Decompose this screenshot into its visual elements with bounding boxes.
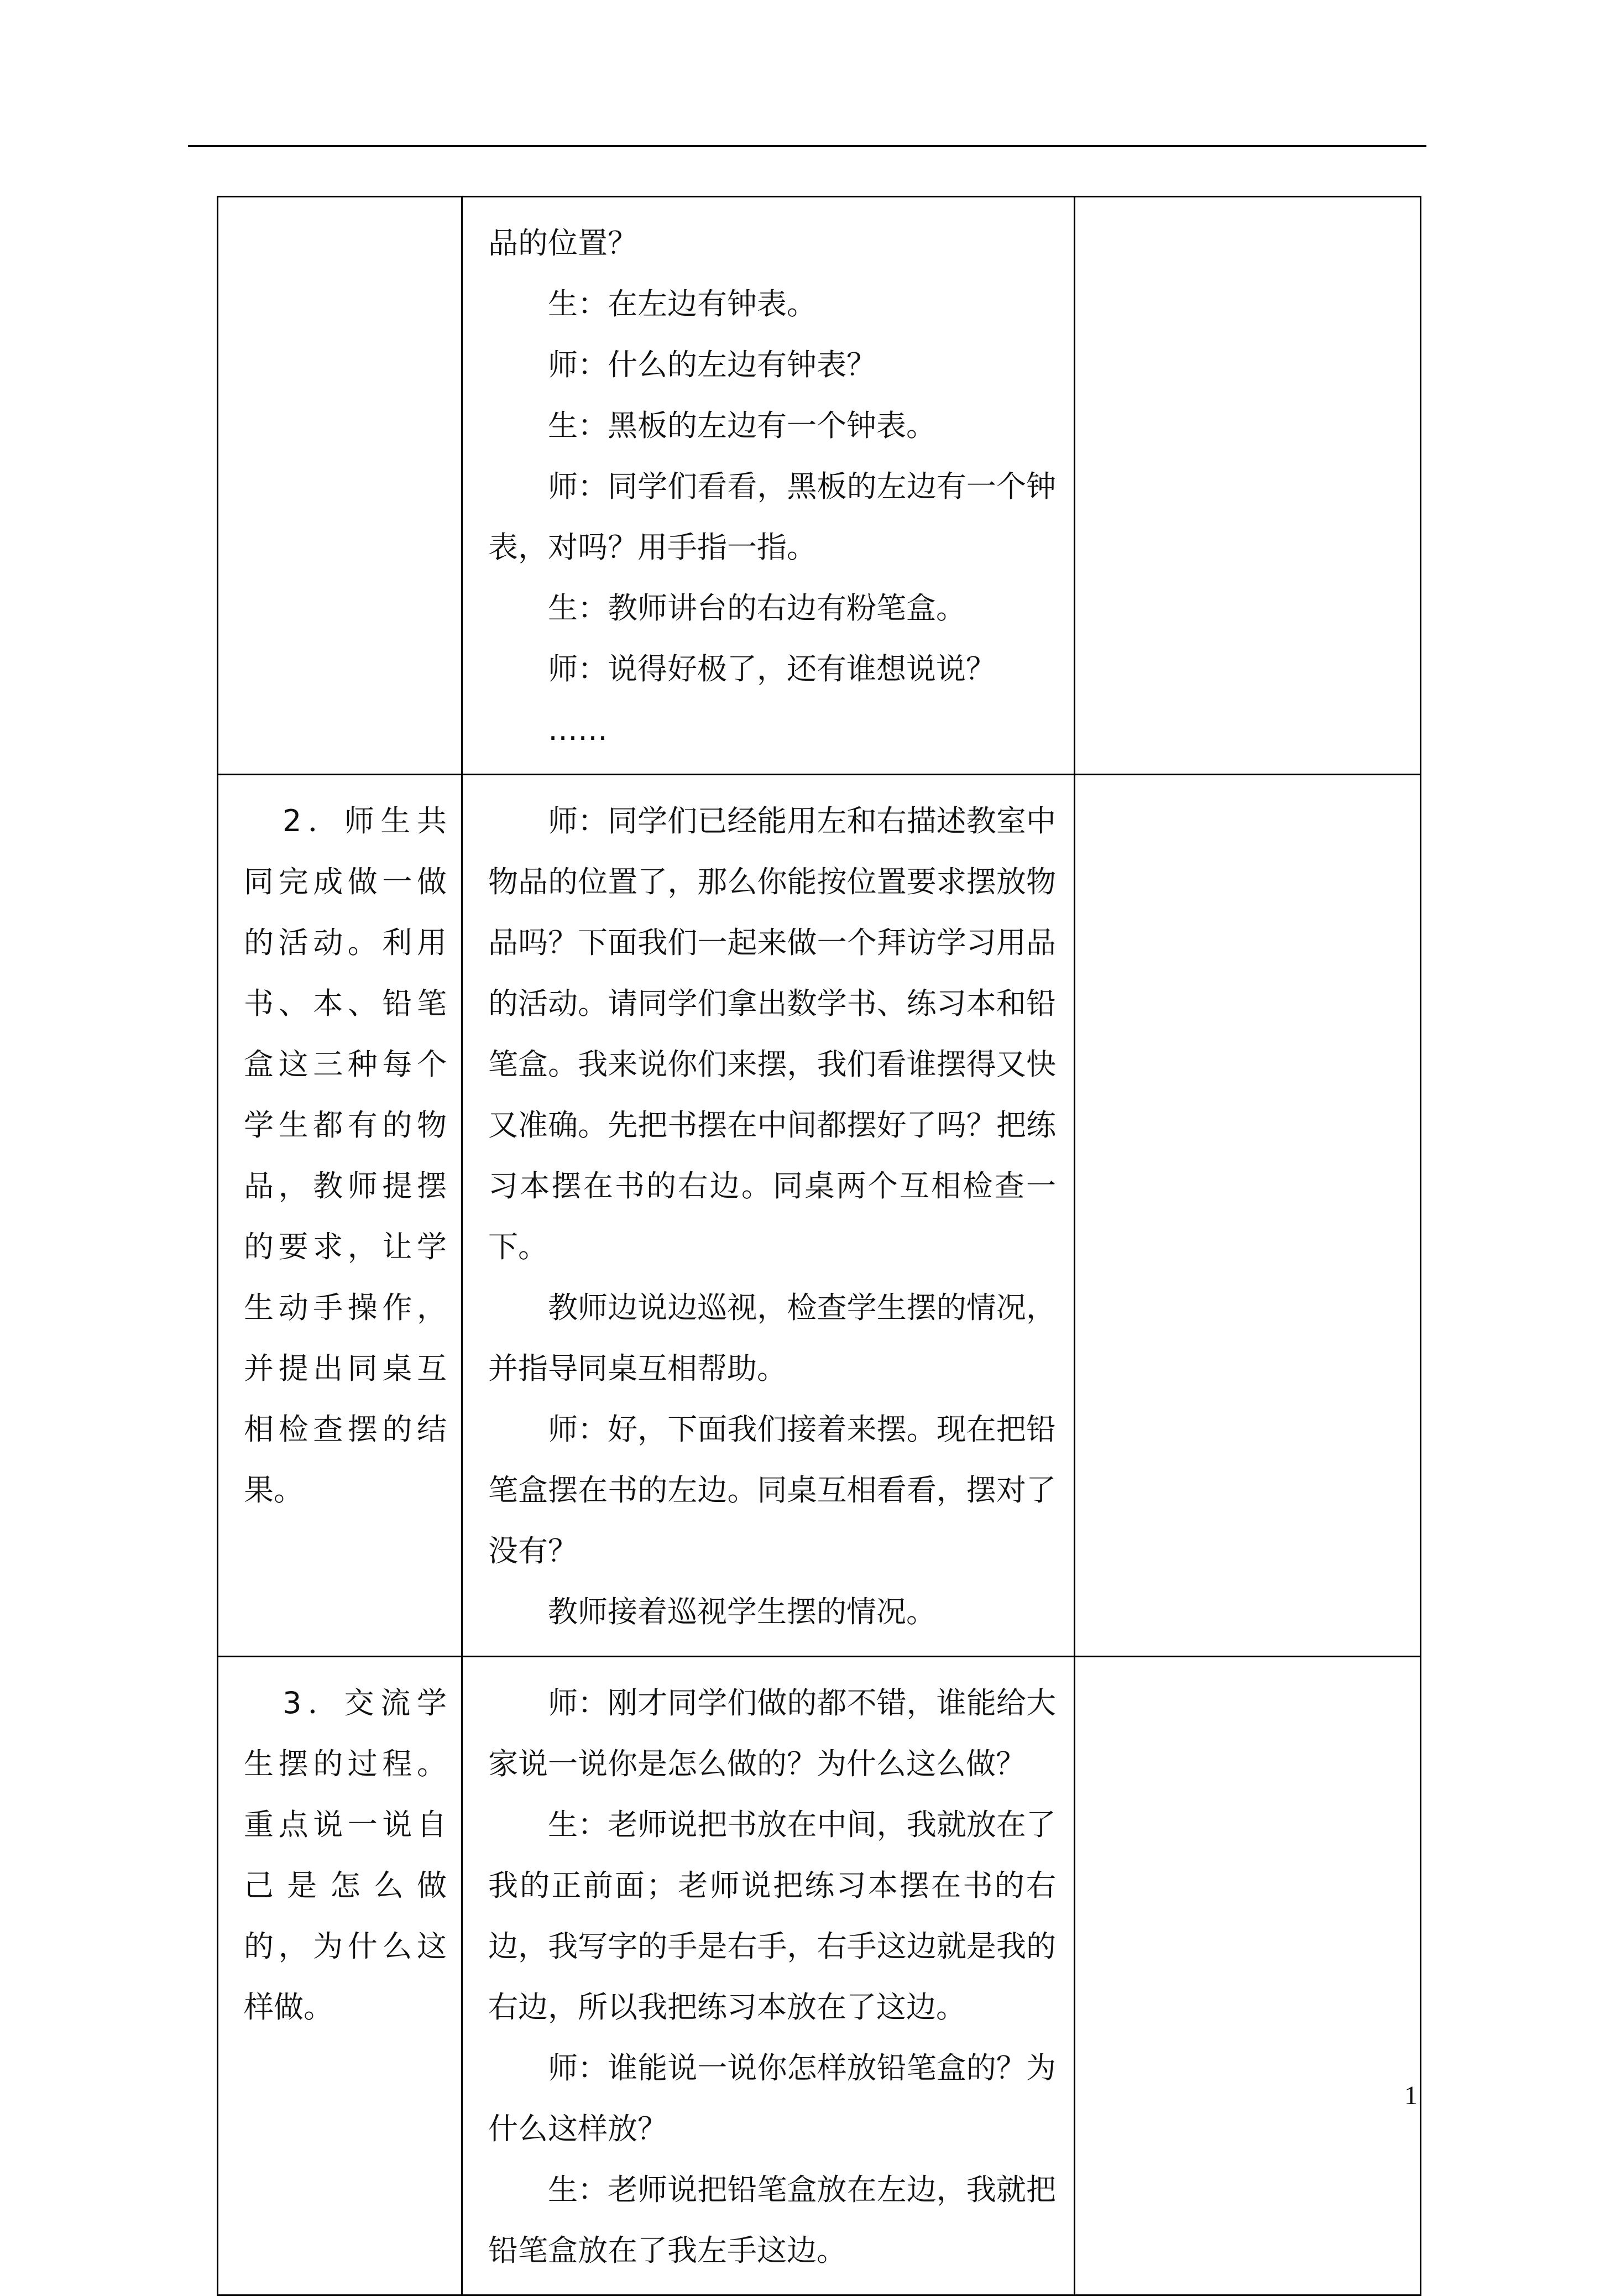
notes-cell — [1075, 1657, 1421, 2295]
content-paragraph: …… — [548, 712, 608, 747]
page-number: 1 — [1404, 2081, 1418, 2110]
content-paragraph: 师：同学们看看，黑板的左边有一个钟表，对吗？用手指一指。 — [488, 469, 1056, 565]
content-paragraph: 生：黑板的左边有一个钟表。 — [548, 408, 936, 443]
content-paragraph: 品的位置？ — [488, 226, 637, 260]
content-paragraph: 师：刚才同学们做的都不错，谁能给大家说一说你是怎么做的？为什么这么做？ — [488, 1686, 1056, 1781]
step-cell — [218, 775, 462, 1657]
content-paragraph: 教师接着巡视学生摆的情况。 — [548, 1594, 936, 1629]
content-paragraph: 师：好，下面我们接着来摆。现在把铅笔盒摆在书的左边。同桌互相看看，摆对了没有？ — [488, 1412, 1056, 1568]
content-paragraph: 师：什么的左边有钟表？ — [548, 347, 876, 382]
content-paragraph: 师：谁能说一说你怎样放铅笔盒的？为什么这样放？ — [488, 2050, 1056, 2146]
content-paragraph: 师：同学们已经能用左和右描述教室中物品的位置了，那么你能按位置要求摆放物品吗？下面我们一起来做一个拜访学习用品的活动。请同学们拿出数学书、练习本和铅笔盒。我来说你们来摆，我们看谁摆得又快又准确。先把书摆在中间都摆好了吗？把练习本摆在书的右边。同桌两个互相检查一下。 — [488, 803, 1056, 1264]
content-cell — [462, 1657, 1075, 2295]
content-paragraph: 生：教师讲台的右边有粉笔盒。 — [548, 591, 966, 625]
step-cell — [218, 197, 462, 775]
notes-cell — [1075, 197, 1421, 775]
step-label: 2．师生共同完成做一做的活动。利用书、本、铅笔盒这三种每个学生都有的物品，教师提摆的要求，让学生动手操作，并提出同桌互相检查摆的结果。 — [244, 803, 447, 1507]
step-cell — [218, 1657, 462, 2295]
step-label: 3．交流学生摆的过程。重点说一说自己是怎么做的，为什么这样做。 — [244, 1686, 447, 2024]
notes-cell — [1075, 775, 1421, 1657]
table-row — [218, 197, 1421, 775]
content-paragraph: 师：说得好极了，还有谁想说说？ — [548, 651, 996, 686]
header-rule — [188, 145, 1426, 147]
content-paragraph: 生：老师说把铅笔盒放在左边，我就把铅笔盒放在了我左手这边。 — [488, 2172, 1056, 2268]
content-cell — [462, 197, 1075, 775]
content-paragraph: 生：老师说把书放在中间，我就放在了我的正前面；老师说把练习本摆在书的右边，我写字的手是右手，右手这边就是我的右边，所以我把练习本放在了这边。 — [488, 1807, 1056, 2024]
table-row — [218, 775, 1421, 1657]
content-paragraph: 生：在左边有钟表。 — [548, 286, 817, 321]
lesson-plan-table — [217, 196, 1421, 2296]
table-row — [218, 1657, 1421, 2295]
content-cell — [462, 775, 1075, 1657]
content-paragraph: 教师边说边巡视，检查学生摆的情况，并指导同桌互相帮助。 — [488, 1290, 1056, 1386]
